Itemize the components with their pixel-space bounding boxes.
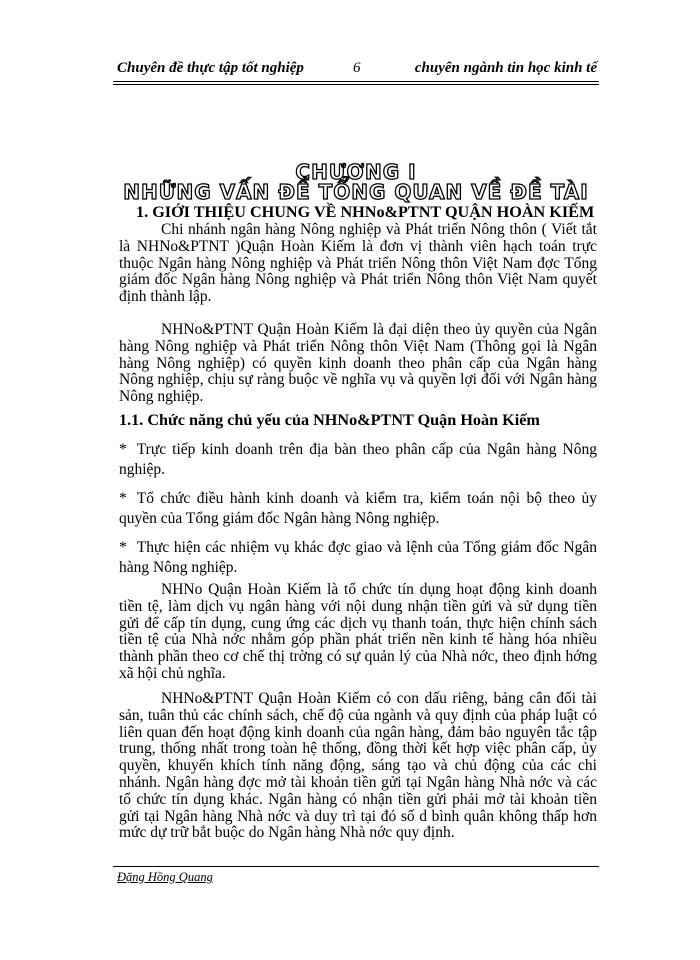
chapter-number: CHƯƠNG I (295, 160, 417, 184)
bullet-item (119, 440, 597, 480)
page-number: 6 (353, 60, 361, 76)
bullet-text: Thực hiện các nhiệm vụ khác đợc giao và lệnh của Tổng giám đốc Ngân hàng Nông nghiệp. (119, 539, 597, 576)
footer-divider (113, 866, 599, 867)
header-thesis-title: Chuyên đề thực tập tốt nghiệp (117, 60, 304, 76)
bullet-mark: * (119, 441, 127, 458)
body-paragraph: NHNo&PTNT Quận Hoàn Kiếm có con dấu riêng, bảng cân đối tài sản, tuân thủ các chính sách, chế độ của ngành và quy định của pháp luật có liên quan đến hoạt động kinh doanh của ngân hàng, đảm bảo nguyên tắc tập trung, thống nhất trong toàn hệ thống, đồng thời kết hợp việc phân cấp, ủy quyền, khuyến khích tính năng động, sáng tạo và chủ động của các chi nhánh. Ngân hàng đợc mở tài khoản tiền gửi tại Ngân hàng Nhà nớc và các tổ chức tín dụng khác. Ngân hàng có nhận tiền gửi phải mở tài khoản tiền gửi tại Ngân hàng Nhà nớc và duy trì tại đó số d bình quân không thấp hơn mức dự trữ bắt buộc do Ngân hàng Nhà nớc quy định. (119, 690, 597, 842)
bullet-text: Tổ chức điều hành kinh doanh và kiểm tra, kiểm toán nội bộ theo ủy quyền của Tổng giám đốc Ngân hàng Nông nghiệp. (119, 490, 597, 527)
bullet-item (119, 489, 597, 529)
bullet-mark: * (119, 539, 127, 556)
body-paragraph: NHNo Quận Hoàn Kiếm là tổ chức tín dụng hoạt động kinh doanh tiền tệ, làm dịch vụ ngân hàng với nội dung nhận tiền gửi và sử dụng tiền gửi để cấp tín dụng, cung ứng các dịch vụ thanh toán, thực hiện chính sách tiền tệ của Nhà nớc nhằm góp phần phát triển nền kinh tế hàng hóa nhiều thành phần theo cơ chế thị trờng có sự quản lý của Nhà nớc, theo định hớng xã hội chủ nghĩa. (119, 581, 597, 682)
bullet-mark: * (119, 490, 127, 507)
subsection-title: 1.1. Chức năng chủ yếu của NHNo&PTNT Quận Hoàn Kiếm (119, 411, 540, 429)
footer-author: Đặng Hồng Quang (117, 870, 213, 884)
body-paragraph: NHNo&PTNT Quận Hoàn Kiếm là đại diện theo ủy quyền của Ngân hàng Nông nghiệp và Phát triển Nông thôn Việt Nam (Thông gọi là Ngân hàng Nông nghiệp) có quyền kinh doanh theo phân cấp của Ngân hàng Nông nghiệp, chịu sự ràng buộc về nghĩa vụ và quyền lợi đối với Ngân hàng Nông nghiệp. (119, 321, 597, 406)
bullet-item (119, 538, 597, 578)
page-header (113, 59, 599, 85)
header-major: chuyên ngành tin học kinh tế (414, 60, 597, 76)
bullet-text: Trực tiếp kinh doanh trên địa bàn theo phân cấp của Ngân hàng Nông nghiệp. (119, 441, 597, 478)
body-paragraph: Chi nhánh ngân hàng Nông nghiệp và Phát triển Nông thôn ( Viết tắt là NHNo&PTNT )Quận Hoàn Kiếm là đơn vị thành viên hạch toán trực thuộc Ngân hàng Nông nghiệp và Phát triển Nông thôn Việt Nam đợc Tổng giám đốc Ngân hàng Nông nghiệp và Phát triển Nông thôn Việt Nam quyết định thành lập. (119, 221, 597, 306)
section-title: 1. GIỚI THIỆU CHUNG VỀ NHNo&PTNT QUẬN HOÀN KIẾM (136, 203, 595, 221)
chapter-title: NHỮNG VẤN ĐỀ TỔNG QUAN VỀ ĐỀ TÀI (123, 180, 589, 204)
